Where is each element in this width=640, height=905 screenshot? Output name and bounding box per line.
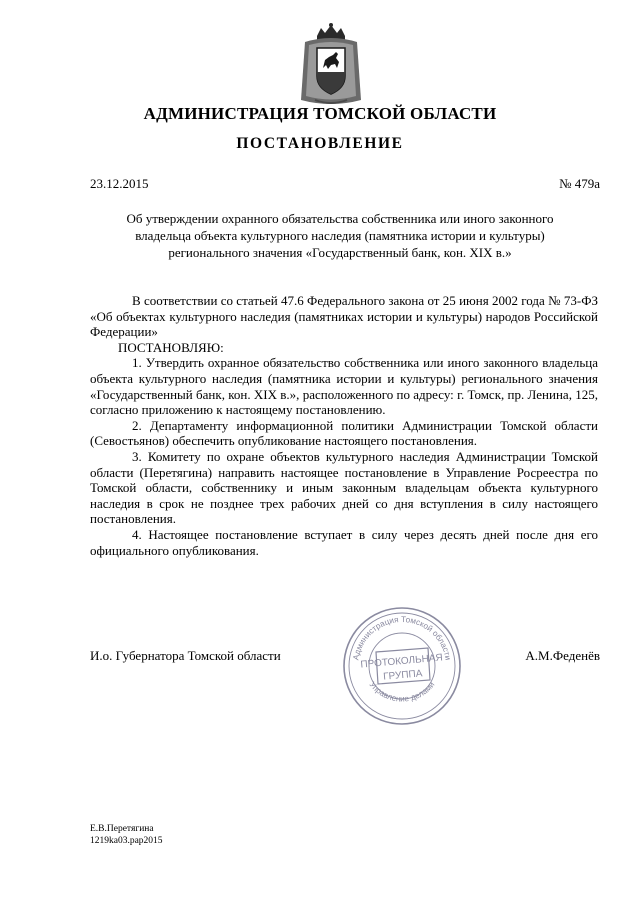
coat-of-arms-icon [295, 22, 367, 108]
document-subject [80, 210, 600, 261]
document-date: 23.12.2015 [90, 176, 149, 191]
organization-title: АДМИНИСТРАЦИЯ ТОМСКОЙ ОБЛАСТИ [143, 104, 497, 123]
executor-name: Е.В.Перетягина [90, 824, 154, 834]
subject-line: Об утверждении охранного обязательства собственника или иного законного [126, 211, 554, 226]
document-footer [90, 823, 163, 847]
document-body [90, 293, 598, 558]
document-number: № 479а [559, 176, 600, 191]
signatory-name: А.М.Феденёв [525, 648, 600, 663]
stamp-center-line2: ГРУППА [382, 668, 423, 683]
document-type: ПОСТАНОВЛЕНИЕ [236, 135, 404, 152]
subject-line: регионального значения «Государственный банк, кон. XIX в.» [168, 245, 512, 260]
decree-item: 3. Комитету по охране объектов культурного наследия Администрации Томской области (Перетягина) направить настоящее постановление в Управление Росреестра по Томской области, собственнику и иным законным владельцам объекта культурного наследия в срок не позднее трех рабочих дней со дня вступления в силу настоящего постановления. [90, 448, 598, 527]
subject-line: владельца объекта культурного наследия (памятника истории и культуры) [135, 228, 545, 243]
official-stamp [340, 604, 464, 728]
signature-title: И.о. Губернатора Томской области [90, 648, 281, 663]
decree-item: 2. Департаменту информационной политики Администрации Томской области (Севостьянов) обеспечить опубликование настоящего постановления. [90, 417, 598, 449]
decree-heading: ПОСТАНОВЛЯЮ: [118, 339, 224, 355]
stamp-center-line1: ПРОТОКОЛЬНАЯ [360, 652, 444, 671]
preamble-paragraph: В соответствии со статьей 47.6 Федерального закона от 25 июня 2002 года № 73-ФЗ «Об объектах культурного наследия (памятниках истории и культуры) народов Российской Федерации» [90, 293, 598, 340]
crown-icon [317, 23, 345, 40]
stamp-ring-top-text: Администрация Томской области [351, 614, 453, 661]
decree-item: 1. Утвердить охранное обязательство собственника или иного законного владельца объекта культурного наследия (памятника истории и культуры) регионального значения «Государственный банк, кон. XIX в.», расположенного по адресу: г. Томск, пр. Ленина, 125, согласно приложению к настоящему постановлению. [90, 355, 598, 418]
decree-item: 4. Настоящее постановление вступает в силу через десять дней после дня его официального опубликования. [90, 526, 598, 558]
file-reference: 1219ka03.pap2015 [90, 836, 163, 846]
stamp-ring-bottom-text: Управление делами [367, 680, 437, 704]
